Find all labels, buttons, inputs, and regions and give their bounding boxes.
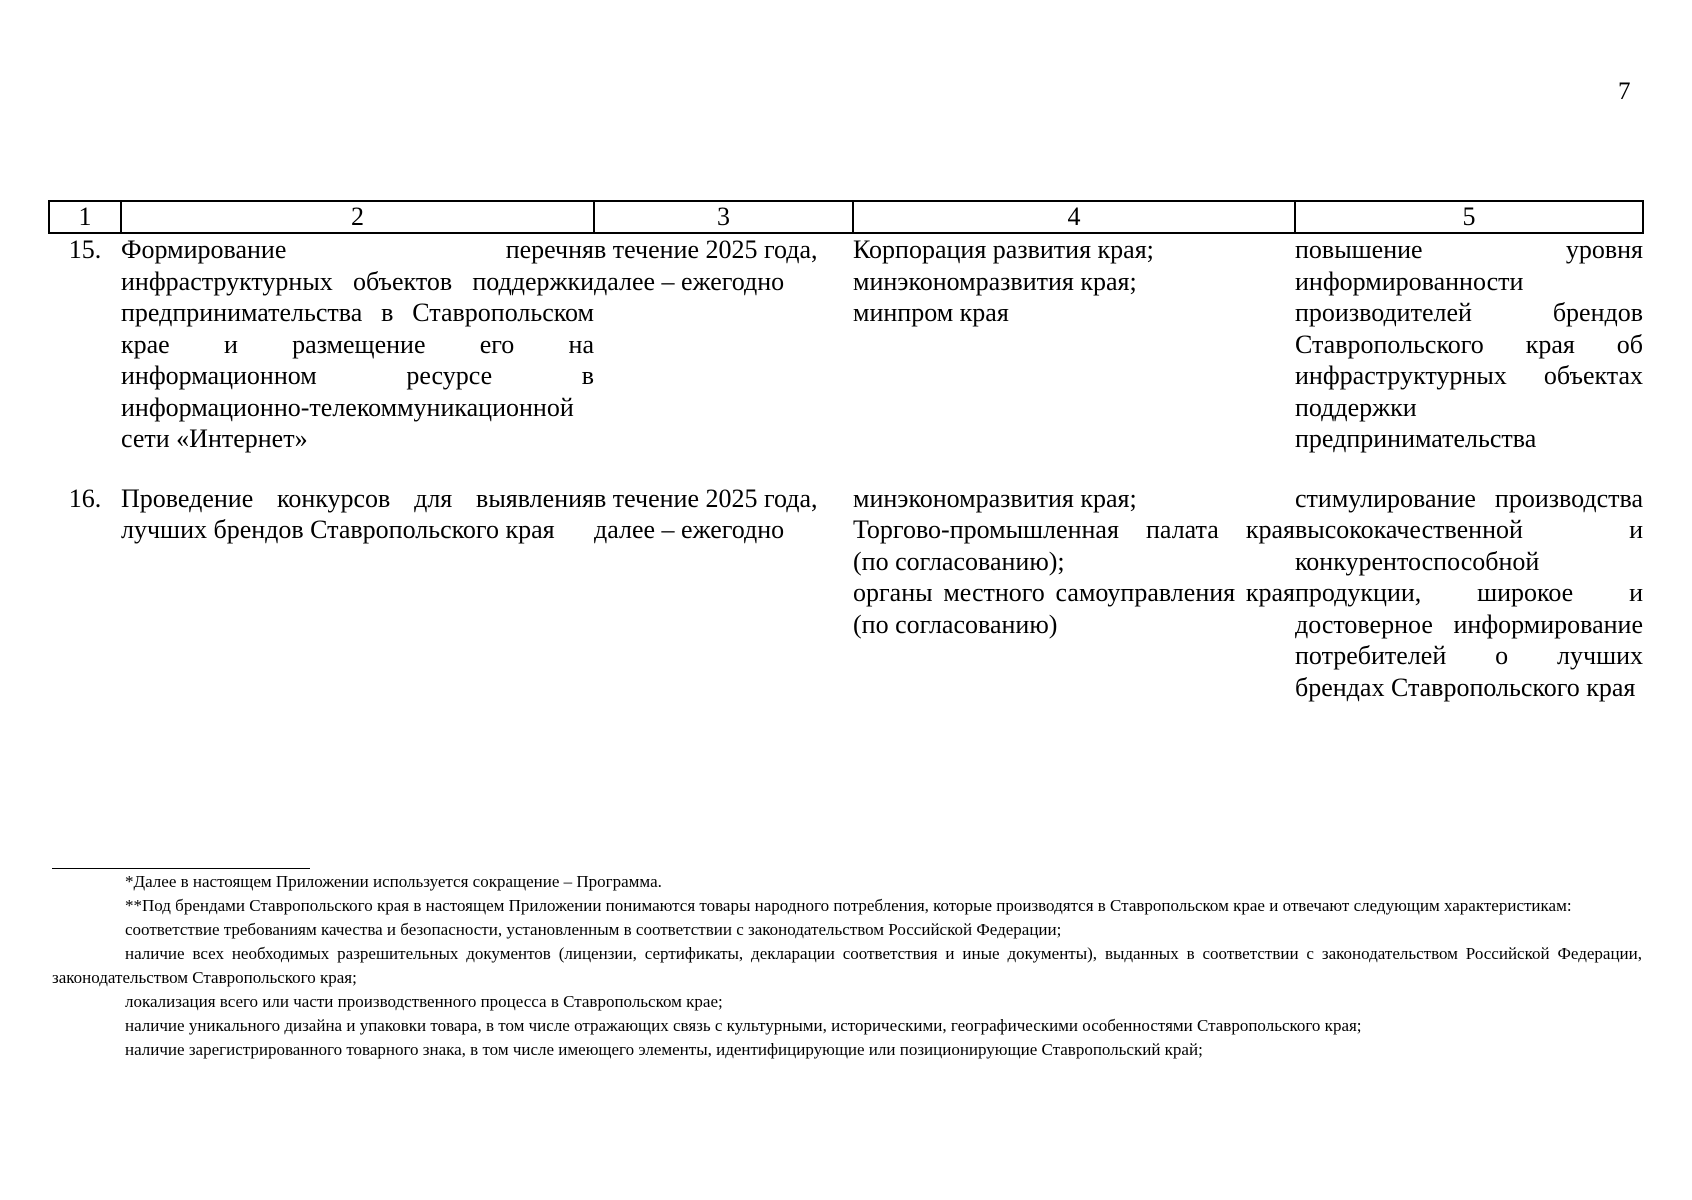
executor: минпром края: [853, 298, 1009, 327]
row-number: 16.: [68, 483, 102, 513]
table-row: [49, 455, 1643, 704]
footnote: **Под брендами Ставропольского края в настоящем Приложении понимаются товары народного потребления, которые производятся в Ставропольском крае и отвечают следующим характеристикам:: [125, 896, 1572, 915]
executor: минэкономразвития края;: [853, 266, 1137, 296]
measures-table: [48, 200, 1644, 703]
term-text: в течение 2025 года, далее – ежегодно: [594, 235, 818, 296]
executor: Корпорация развития края;: [853, 235, 1154, 264]
footnote: наличие всех необходимых разрешительных документов (лицензии, сертификаты, декларации соответствия и иные документы), выданных в соответствии с законодательством Российской Федерации, законодательством Ставропольского края;: [52, 944, 1642, 987]
term-text: в течение 2025 года, далее – ежегодно: [594, 483, 818, 544]
footnotes: [52, 870, 1642, 1062]
footnote: локализация всего или части производственного процесса в Ставропольском крае;: [125, 992, 723, 1011]
executors-cell: [853, 455, 1295, 704]
table-row: [49, 233, 1643, 455]
executor: минэкономразвития края;: [853, 483, 1137, 513]
table-header-row: [49, 201, 1643, 233]
measure-text: Проведение конкурсов для выявления лучших брендов Ставропольского края: [121, 483, 594, 544]
executors-cell: [853, 233, 1295, 455]
footnote: соответствие требованиям качества и безопасности, установленным в соответствии с законодательством Российской Федерации;: [125, 920, 1062, 939]
column-header: 4: [853, 201, 1295, 233]
footnote: наличие уникального дизайна и упаковки товара, в том числе отражающих связь с культурными, историческими, географическими особенностями Ставропольского края;: [125, 1016, 1362, 1035]
row-number: 15.: [68, 235, 102, 264]
executor: органы местного самоуправления края (по согласованию): [853, 578, 1295, 639]
measure-text: Формирование перечня инфраструктурных объектов поддержки предпринимательства в Ставропольском крае и размещение его на информационном ресурсе в информационно-телекоммуникационной сети «Интернет»: [121, 235, 594, 453]
column-header: 5: [1295, 201, 1643, 233]
column-header: 2: [121, 201, 594, 233]
column-header: 1: [49, 201, 121, 233]
footnote: *Далее в настоящем Приложении используется сокращение – Программа.: [125, 872, 662, 891]
executor: Торгово-промышленная палата края (по согласованию);: [853, 515, 1295, 576]
result-text: стимулирование производства высококачественной и конкурентоспособной продукции, широкое и достоверное информирование потребителей о лучших брендах Ставропольского края: [1295, 483, 1643, 702]
result-text: повышение уровня информированности производителей брендов Ставропольского края об инфраструктурных объектах поддержки предпринимательства: [1295, 235, 1643, 453]
page-number: 7: [1618, 78, 1631, 105]
footnote-separator: [52, 868, 310, 869]
footnote: наличие зарегистрированного товарного знака, в том числе имеющего элементы, идентифицирующие или позиционирующие Ставропольский край;: [125, 1040, 1203, 1059]
column-header: 3: [594, 201, 853, 233]
